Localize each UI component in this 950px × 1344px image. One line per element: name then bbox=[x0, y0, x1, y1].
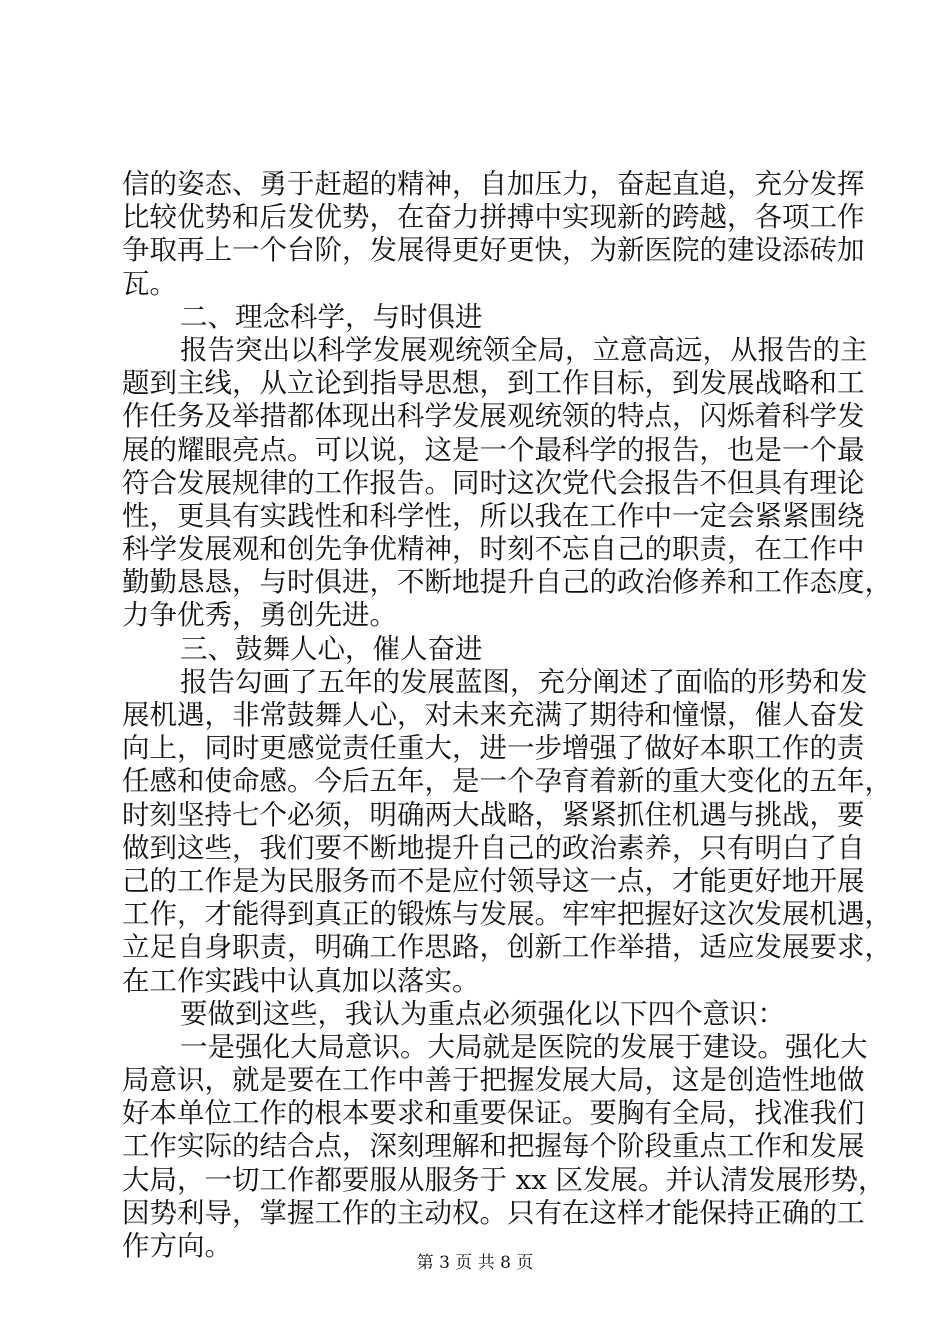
text-line: 做到这些，我们要不断地提升自己的政治素养，只有明白了自 bbox=[122, 831, 865, 864]
text-line: 好本单位工作的根本要求和重要保证。要胸有全局，找准我们 bbox=[122, 1097, 865, 1130]
paragraph-first-line: 一是强化大局意识。大局就是医院的发展于建设。强化大 bbox=[180, 1030, 868, 1063]
paragraph-first-line: 报告勾画了五年的发展蓝图，充分阐述了面临的形势和发 bbox=[180, 665, 868, 698]
text-line: 工作，才能得到真正的锻炼与发展。牢牢把握好这次发展机遇， bbox=[122, 898, 892, 931]
text-line: 因势利导，掌握工作的主动权。只有在这样才能保持正确的工 bbox=[122, 1196, 865, 1229]
body-text bbox=[122, 168, 892, 1263]
text-line: 展的耀眼亮点。可以说，这是一个最科学的报告，也是一个最 bbox=[122, 433, 865, 466]
text-line: 立足自身职责，明确工作思路，创新工作举措，适应发展要求， bbox=[122, 931, 892, 964]
text-line: 工作实际的结合点，深刻理解和把握每个阶段重点工作和发展 bbox=[122, 1130, 865, 1163]
text-line: 己的工作是为民服务而不是应付领导这一点，才能更好地开展 bbox=[122, 864, 865, 897]
text-line: 争取再上一个台阶，发展得更好更快，为新医院的建设添砖加 bbox=[122, 234, 865, 267]
text-line: 作任务及举措都体现出科学发展观统领的特点，闪烁着科学发 bbox=[122, 400, 865, 433]
paragraph-first-line: 二、理念科学，与时俱进 bbox=[180, 300, 483, 333]
text-line: 展机遇，非常鼓舞人心，对未来充满了期待和憧憬，催人奋发 bbox=[122, 699, 865, 731]
text-line: 信的姿态、勇于赶超的精神，自加压力，奋起直追，充分发挥 bbox=[122, 168, 865, 200]
text-line: 科学发展观和创先争优精神，时刻不忘自己的职责，在工作中 bbox=[122, 533, 865, 566]
text-line: 瓦。 bbox=[122, 267, 177, 300]
text-line: 向上，同时更感觉责任重大，进一步增强了做好本职工作的责 bbox=[122, 732, 865, 765]
text-line: 任感和使命感。今后五年，是一个孕育着新的重大变化的五年， bbox=[122, 765, 892, 798]
text-line: 力争优秀，勇创先进。 bbox=[122, 599, 397, 632]
paragraph-first-line: 要做到这些，我认为重点必须强化以下四个意识： bbox=[180, 997, 785, 1030]
text-line: 性，更具有实践性和科学性，所以我在工作中一定会紧紧围绕 bbox=[122, 499, 865, 532]
paragraph-first-line: 报告突出以科学发展观统领全局，立意高远，从报告的主 bbox=[180, 333, 868, 366]
text-line: 题到主线，从立论到指导思想，到工作目标，到发展战略和工 bbox=[122, 367, 865, 400]
paragraph-first-line: 三、鼓舞人心，催人奋进 bbox=[180, 632, 483, 665]
text-line: 比较优势和后发优势，在奋力拼搏中实现新的跨越，各项工作 bbox=[122, 201, 865, 234]
text-line: 勤勤恳恳，与时俱进，不断地提升自己的政治修养和工作态度， bbox=[122, 566, 892, 599]
text-line: 符合发展规律的工作报告。同时这次党代会报告不但具有理论 bbox=[122, 466, 865, 499]
text-line: 在工作实践中认真加以落实。 bbox=[122, 964, 480, 997]
text-line: 大局，一切工作都要服从服务于 xx 区发展。并认清发展形势， bbox=[122, 1163, 886, 1196]
text-line: 作方向。 bbox=[122, 1230, 232, 1262]
page-number-footer: 第 3 页 共 8 页 bbox=[416, 1253, 534, 1273]
text-line: 时刻坚持七个必须，明确两大战略，紧紧抓住机遇与挑战，要 bbox=[122, 798, 865, 831]
text-line: 局意识，就是要在工作中善于把握发展大局，这是创造性地做 bbox=[122, 1064, 865, 1097]
